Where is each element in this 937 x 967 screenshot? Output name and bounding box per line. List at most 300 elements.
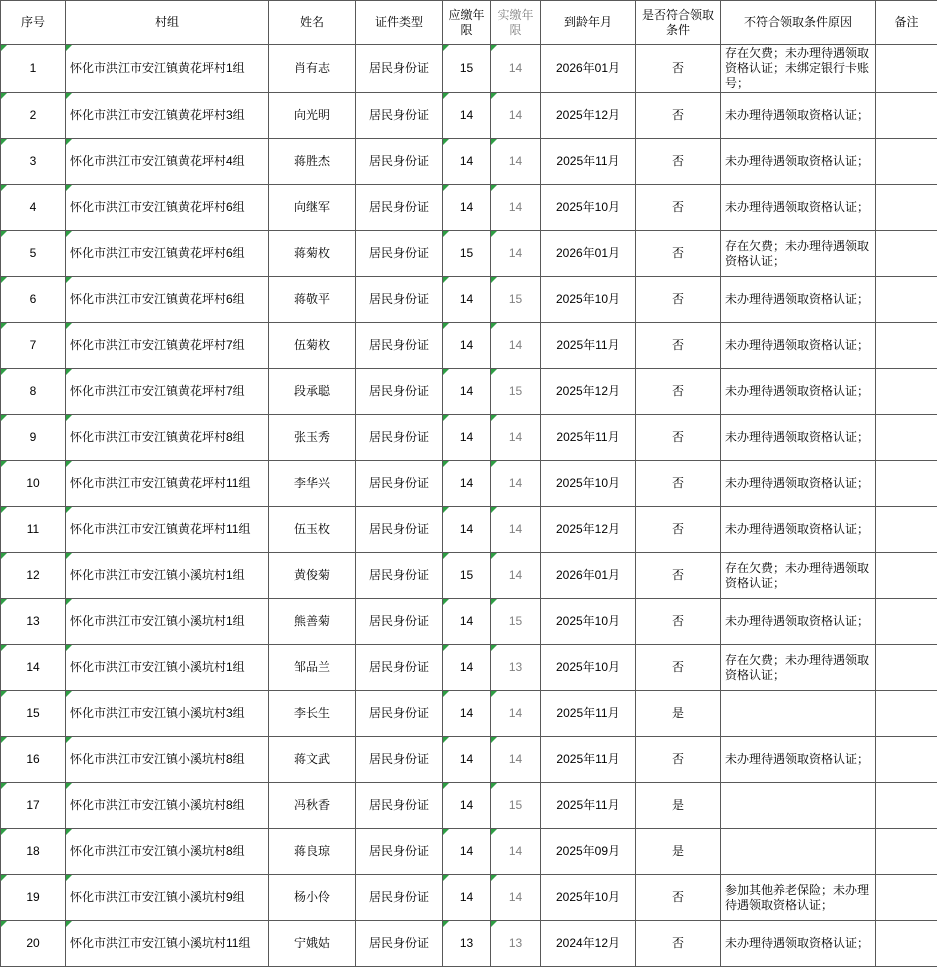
cell-village[interactable]	[66, 875, 269, 921]
cell-index[interactable]	[1, 875, 66, 921]
cell-meets_criteria[interactable]	[636, 829, 721, 875]
cell-years_payable[interactable]	[443, 461, 491, 507]
column-header-remark[interactable]: 备注	[876, 1, 937, 45]
cell-reason[interactable]	[721, 45, 876, 93]
cell-remark[interactable]	[876, 415, 937, 461]
cell-value: 怀化市洪江市安江镇小溪坑村8组	[70, 752, 245, 766]
cell-meets_criteria[interactable]	[636, 369, 721, 415]
cell-index[interactable]	[1, 691, 66, 737]
cell-village[interactable]	[66, 185, 269, 231]
cell-value: 14	[508, 338, 523, 352]
cell-meets_criteria[interactable]	[636, 737, 721, 783]
cell-value: 宁娥姑	[293, 936, 330, 950]
cell-years_paid[interactable]	[491, 507, 541, 553]
cell-value: 居民身份证	[368, 798, 429, 812]
cell-index[interactable]	[1, 323, 66, 369]
cell-index[interactable]	[1, 553, 66, 599]
cell-cert_type[interactable]	[356, 921, 443, 967]
cell-years_paid[interactable]	[491, 737, 541, 783]
cell-value: 13	[508, 660, 523, 674]
cell-cert_type[interactable]	[356, 599, 443, 645]
cell-meets_criteria[interactable]	[636, 599, 721, 645]
cell-value: 5	[29, 246, 37, 260]
cell-value: 8	[29, 384, 37, 398]
dirty-cell-marker-icon	[443, 691, 449, 697]
cell-years_payable[interactable]	[443, 645, 491, 691]
cell-years_payable[interactable]	[443, 45, 491, 93]
cell-village[interactable]	[66, 277, 269, 323]
cell-village[interactable]	[66, 369, 269, 415]
cell-years_payable[interactable]	[443, 737, 491, 783]
cell-remark[interactable]	[876, 461, 937, 507]
table-row	[1, 645, 937, 691]
cell-years_payable[interactable]	[443, 875, 491, 921]
cell-retire_month[interactable]	[541, 507, 636, 553]
cell-reason[interactable]	[721, 553, 876, 599]
cell-value: 13	[508, 936, 523, 950]
cell-village[interactable]	[66, 829, 269, 875]
cell-value: 居民身份证	[368, 384, 429, 398]
cell-remark[interactable]	[876, 599, 937, 645]
cell-meets_criteria[interactable]	[636, 507, 721, 553]
cell-meets_criteria[interactable]	[636, 553, 721, 599]
cell-value: 否	[671, 522, 684, 536]
cell-reason[interactable]	[721, 185, 876, 231]
cell-years_payable[interactable]	[443, 691, 491, 737]
cell-years_paid[interactable]	[491, 461, 541, 507]
cell-cert_type[interactable]	[356, 185, 443, 231]
cell-village[interactable]	[66, 645, 269, 691]
cell-cert_type[interactable]	[356, 691, 443, 737]
cell-value: 14	[459, 798, 474, 812]
cell-name[interactable]	[269, 829, 356, 875]
cell-village[interactable]	[66, 231, 269, 277]
cell-meets_criteria[interactable]	[636, 139, 721, 185]
cell-value: 9	[29, 430, 37, 444]
dirty-cell-marker-icon	[1, 369, 7, 375]
cell-value: 怀化市洪江市安江镇小溪坑村3组	[70, 706, 245, 720]
cell-value: 15	[459, 246, 474, 260]
cell-meets_criteria[interactable]	[636, 691, 721, 737]
cell-value: 2026年01月	[555, 568, 621, 582]
cell-name[interactable]	[269, 507, 356, 553]
cell-value: 否	[671, 384, 684, 398]
cell-cert_type[interactable]	[356, 369, 443, 415]
cell-remark[interactable]	[876, 737, 937, 783]
cell-name[interactable]	[269, 323, 356, 369]
cell-index[interactable]	[1, 783, 66, 829]
cell-value: 居民身份证	[368, 936, 429, 950]
cell-index[interactable]	[1, 231, 66, 277]
cell-value: 未办理待遇领取资格认证；	[725, 476, 870, 490]
cell-reason[interactable]	[721, 921, 876, 967]
cell-name[interactable]	[269, 415, 356, 461]
cell-name[interactable]	[269, 875, 356, 921]
cell-meets_criteria[interactable]	[636, 93, 721, 139]
cell-value: 否	[671, 568, 684, 582]
cell-village[interactable]	[66, 45, 269, 93]
cell-index[interactable]	[1, 45, 66, 93]
dirty-cell-marker-icon	[1, 415, 7, 421]
cell-village[interactable]	[66, 921, 269, 967]
cell-retire_month[interactable]	[541, 875, 636, 921]
cell-retire_month[interactable]	[541, 231, 636, 277]
cell-value: 怀化市洪江市安江镇黄花坪村4组	[70, 154, 245, 168]
cell-retire_month[interactable]	[541, 829, 636, 875]
cell-value: 否	[671, 61, 684, 75]
cell-retire_month[interactable]	[541, 323, 636, 369]
dirty-cell-marker-icon	[443, 139, 449, 145]
cell-retire_month[interactable]	[541, 461, 636, 507]
column-header-index[interactable]: 序号	[1, 1, 66, 45]
cell-meets_criteria[interactable]	[636, 231, 721, 277]
table-row	[1, 737, 937, 783]
cell-name[interactable]	[269, 921, 356, 967]
cell-remark[interactable]	[876, 875, 937, 921]
table-row	[1, 277, 937, 323]
dirty-cell-marker-icon	[1, 921, 7, 927]
cell-retire_month[interactable]	[541, 93, 636, 139]
cell-reason[interactable]	[721, 691, 876, 737]
cell-value: 13	[26, 614, 40, 628]
cell-years_payable[interactable]	[443, 231, 491, 277]
cell-remark[interactable]	[876, 369, 937, 415]
cell-years_paid[interactable]	[491, 645, 541, 691]
cell-cert_type[interactable]	[356, 323, 443, 369]
cell-retire_month[interactable]	[541, 139, 636, 185]
cell-remark[interactable]	[876, 691, 937, 737]
cell-village[interactable]	[66, 783, 269, 829]
dirty-cell-marker-icon	[491, 691, 497, 697]
cell-value: 居民身份证	[368, 844, 429, 858]
cell-years_paid[interactable]	[491, 323, 541, 369]
cell-years_paid[interactable]	[491, 45, 541, 93]
cell-index[interactable]	[1, 277, 66, 323]
cell-reason[interactable]	[721, 415, 876, 461]
cell-reason[interactable]	[721, 139, 876, 185]
cell-name[interactable]	[269, 45, 356, 93]
cell-years_paid[interactable]	[491, 277, 541, 323]
cell-cert_type[interactable]	[356, 737, 443, 783]
cell-years_payable[interactable]	[443, 139, 491, 185]
cell-cert_type[interactable]	[356, 139, 443, 185]
cell-name[interactable]	[269, 783, 356, 829]
cell-remark[interactable]	[876, 45, 937, 93]
cell-remark[interactable]	[876, 829, 937, 875]
cell-years_payable[interactable]	[443, 783, 491, 829]
cell-index[interactable]	[1, 829, 66, 875]
cell-reason[interactable]	[721, 783, 876, 829]
cell-cert_type[interactable]	[356, 507, 443, 553]
cell-years_payable[interactable]	[443, 369, 491, 415]
dirty-cell-marker-icon	[66, 139, 72, 145]
cell-value: 14	[459, 108, 474, 122]
cell-value: 2025年11月	[556, 154, 620, 168]
cell-value: 2025年11月	[556, 752, 620, 766]
cell-reason[interactable]	[721, 599, 876, 645]
cell-value: 14	[508, 844, 523, 858]
cell-value: 肖有志	[293, 61, 330, 75]
cell-years_payable[interactable]	[443, 277, 491, 323]
cell-cert_type[interactable]	[356, 461, 443, 507]
cell-name[interactable]	[269, 231, 356, 277]
cell-name[interactable]	[269, 369, 356, 415]
cell-retire_month[interactable]	[541, 599, 636, 645]
cell-retire_month[interactable]	[541, 45, 636, 93]
cell-retire_month[interactable]	[541, 277, 636, 323]
dirty-cell-marker-icon	[491, 829, 497, 835]
cell-retire_month[interactable]	[541, 415, 636, 461]
cell-village[interactable]	[66, 507, 269, 553]
dirty-cell-marker-icon	[443, 645, 449, 651]
cell-remark[interactable]	[876, 507, 937, 553]
cell-reason[interactable]	[721, 323, 876, 369]
cell-village[interactable]	[66, 93, 269, 139]
cell-name[interactable]	[269, 691, 356, 737]
cell-index[interactable]	[1, 93, 66, 139]
cell-index[interactable]	[1, 185, 66, 231]
cell-years_payable[interactable]	[443, 507, 491, 553]
cell-reason[interactable]	[721, 645, 876, 691]
column-header-meets_criteria[interactable]: 是否符合领取条件	[636, 1, 721, 45]
column-header-retire_month[interactable]: 到龄年月	[541, 1, 636, 45]
cell-value: 居民身份证	[368, 61, 429, 75]
cell-value: 14	[508, 246, 523, 260]
column-header-reason[interactable]: 不符合领取条件原因	[721, 1, 876, 45]
cell-value: 14	[459, 614, 474, 628]
cell-years_paid[interactable]	[491, 691, 541, 737]
cell-value: 蒋文武	[293, 752, 330, 766]
cell-index[interactable]	[1, 461, 66, 507]
cell-years_paid[interactable]	[491, 415, 541, 461]
cell-meets_criteria[interactable]	[636, 783, 721, 829]
column-header-years_payable[interactable]: 应缴年限	[443, 1, 491, 45]
cell-value: 参加其他养老保险；未办理待遇领取资格认证；	[725, 882, 870, 912]
cell-years_payable[interactable]	[443, 553, 491, 599]
cell-years_paid[interactable]	[491, 231, 541, 277]
dirty-cell-marker-icon	[443, 415, 449, 421]
cell-value: 14	[459, 430, 474, 444]
column-header-village[interactable]: 村组	[66, 1, 269, 45]
dirty-cell-marker-icon	[1, 461, 7, 467]
cell-cert_type[interactable]	[356, 783, 443, 829]
cell-value: 否	[671, 246, 684, 260]
cell-cert_type[interactable]	[356, 645, 443, 691]
cell-name[interactable]	[269, 139, 356, 185]
cell-value: 伍菊枚	[293, 338, 330, 352]
cell-remark[interactable]	[876, 783, 937, 829]
cell-value: 2025年09月	[555, 844, 621, 858]
cell-name[interactable]	[269, 645, 356, 691]
cell-cert_type[interactable]	[356, 553, 443, 599]
cell-village[interactable]	[66, 737, 269, 783]
cell-index[interactable]	[1, 921, 66, 967]
cell-value: 14	[459, 844, 474, 858]
cell-years_paid[interactable]	[491, 139, 541, 185]
cell-village[interactable]	[66, 599, 269, 645]
cell-meets_criteria[interactable]	[636, 461, 721, 507]
cell-years_payable[interactable]	[443, 185, 491, 231]
cell-years_paid[interactable]	[491, 93, 541, 139]
table-row	[1, 93, 937, 139]
cell-meets_criteria[interactable]	[636, 323, 721, 369]
cell-reason[interactable]	[721, 277, 876, 323]
cell-reason[interactable]	[721, 875, 876, 921]
cell-value: 怀化市洪江市安江镇小溪坑村1组	[70, 568, 245, 582]
cell-index[interactable]	[1, 645, 66, 691]
cell-index[interactable]	[1, 415, 66, 461]
cell-cert_type[interactable]	[356, 277, 443, 323]
cell-value: 否	[671, 660, 684, 674]
cell-years_paid[interactable]	[491, 553, 541, 599]
cell-meets_criteria[interactable]	[636, 875, 721, 921]
cell-cert_type[interactable]	[356, 45, 443, 93]
cell-value: 7	[29, 338, 37, 352]
cell-value: 14	[459, 890, 474, 904]
cell-value: 14	[459, 522, 474, 536]
table-row	[1, 691, 937, 737]
cell-value: 否	[671, 614, 684, 628]
cell-years_paid[interactable]	[491, 599, 541, 645]
cell-value: 张玉秀	[293, 430, 330, 444]
cell-value: 2	[29, 108, 37, 122]
dirty-cell-marker-icon	[443, 553, 449, 559]
dirty-cell-marker-icon	[1, 185, 7, 191]
table-row	[1, 45, 937, 93]
cell-reason[interactable]	[721, 231, 876, 277]
cell-cert_type[interactable]	[356, 415, 443, 461]
cell-value: 怀化市洪江市安江镇黄花坪村1组	[70, 61, 245, 75]
cell-remark[interactable]	[876, 553, 937, 599]
cell-value: 居民身份证	[368, 476, 429, 490]
cell-index[interactable]	[1, 599, 66, 645]
cell-retire_month[interactable]	[541, 691, 636, 737]
cell-village[interactable]	[66, 415, 269, 461]
cell-meets_criteria[interactable]	[636, 45, 721, 93]
cell-years_paid[interactable]	[491, 369, 541, 415]
cell-years_paid[interactable]	[491, 829, 541, 875]
cell-name[interactable]	[269, 93, 356, 139]
cell-village[interactable]	[66, 553, 269, 599]
cell-remark[interactable]	[876, 93, 937, 139]
table-row	[1, 507, 937, 553]
cell-reason[interactable]	[721, 93, 876, 139]
cell-cert_type[interactable]	[356, 231, 443, 277]
cell-name[interactable]	[269, 599, 356, 645]
cell-index[interactable]	[1, 369, 66, 415]
cell-meets_criteria[interactable]	[636, 277, 721, 323]
cell-cert_type[interactable]	[356, 93, 443, 139]
cell-years_payable[interactable]	[443, 323, 491, 369]
cell-village[interactable]	[66, 139, 269, 185]
cell-meets_criteria[interactable]	[636, 645, 721, 691]
cell-value: 怀化市洪江市安江镇小溪坑村11组	[70, 936, 251, 950]
cell-remark[interactable]	[876, 139, 937, 185]
cell-retire_month[interactable]	[541, 185, 636, 231]
column-header-cert_type[interactable]: 证件类型	[356, 1, 443, 45]
cell-remark[interactable]	[876, 277, 937, 323]
cell-years_payable[interactable]	[443, 93, 491, 139]
cell-reason[interactable]	[721, 737, 876, 783]
cell-remark[interactable]	[876, 921, 937, 967]
cell-years_payable[interactable]	[443, 599, 491, 645]
cell-value: 未办理待遇领取资格认证；	[725, 108, 870, 122]
cell-village[interactable]	[66, 691, 269, 737]
cell-name[interactable]	[269, 185, 356, 231]
cell-retire_month[interactable]	[541, 737, 636, 783]
cell-remark[interactable]	[876, 231, 937, 277]
cell-years_paid[interactable]	[491, 921, 541, 967]
cell-cert_type[interactable]	[356, 829, 443, 875]
cell-years_payable[interactable]	[443, 829, 491, 875]
cell-value: 16	[26, 752, 40, 766]
cell-remark[interactable]	[876, 185, 937, 231]
cell-value: 居民身份证	[368, 430, 429, 444]
cell-value: 未办理待遇领取资格认证；	[725, 292, 870, 306]
dirty-cell-marker-icon	[66, 507, 72, 513]
cell-years_payable[interactable]	[443, 415, 491, 461]
cell-years_paid[interactable]	[491, 875, 541, 921]
cell-reason[interactable]	[721, 829, 876, 875]
cell-retire_month[interactable]	[541, 645, 636, 691]
cell-village[interactable]	[66, 461, 269, 507]
cell-retire_month[interactable]	[541, 921, 636, 967]
cell-index[interactable]	[1, 737, 66, 783]
dirty-cell-marker-icon	[66, 599, 72, 605]
cell-value: 怀化市洪江市安江镇黄花坪村6组	[70, 246, 245, 260]
cell-value: 14	[459, 660, 474, 674]
cell-index[interactable]	[1, 507, 66, 553]
cell-cert_type[interactable]	[356, 875, 443, 921]
cell-value: 19	[26, 890, 40, 904]
cell-years_payable[interactable]	[443, 921, 491, 967]
cell-index[interactable]	[1, 139, 66, 185]
cell-remark[interactable]	[876, 323, 937, 369]
cell-value: 怀化市洪江市安江镇小溪坑村1组	[70, 614, 245, 628]
cell-value: 2024年12月	[555, 936, 621, 950]
cell-name[interactable]	[269, 553, 356, 599]
dirty-cell-marker-icon	[491, 875, 497, 881]
cell-value: 怀化市洪江市安江镇小溪坑村1组	[70, 660, 245, 674]
cell-meets_criteria[interactable]	[636, 921, 721, 967]
cell-value: 15	[508, 384, 523, 398]
cell-value: 否	[671, 936, 684, 950]
table-row	[1, 323, 937, 369]
cell-years_paid[interactable]	[491, 783, 541, 829]
cell-reason[interactable]	[721, 461, 876, 507]
cell-village[interactable]	[66, 323, 269, 369]
cell-reason[interactable]	[721, 369, 876, 415]
cell-years_paid[interactable]	[491, 185, 541, 231]
cell-retire_month[interactable]	[541, 553, 636, 599]
cell-reason[interactable]	[721, 507, 876, 553]
cell-meets_criteria[interactable]	[636, 185, 721, 231]
table-body	[1, 45, 937, 967]
column-header-name[interactable]: 姓名	[269, 1, 356, 45]
cell-remark[interactable]	[876, 645, 937, 691]
cell-name[interactable]	[269, 737, 356, 783]
cell-value: 2025年10月	[555, 660, 621, 674]
dirty-cell-marker-icon	[1, 139, 7, 145]
cell-name[interactable]	[269, 277, 356, 323]
dirty-cell-marker-icon	[491, 737, 497, 743]
cell-meets_criteria[interactable]	[636, 415, 721, 461]
cell-retire_month[interactable]	[541, 783, 636, 829]
cell-value: 14	[459, 752, 474, 766]
cell-retire_month[interactable]	[541, 369, 636, 415]
cell-name[interactable]	[269, 461, 356, 507]
column-header-years_paid[interactable]: 实缴年限	[491, 1, 541, 45]
